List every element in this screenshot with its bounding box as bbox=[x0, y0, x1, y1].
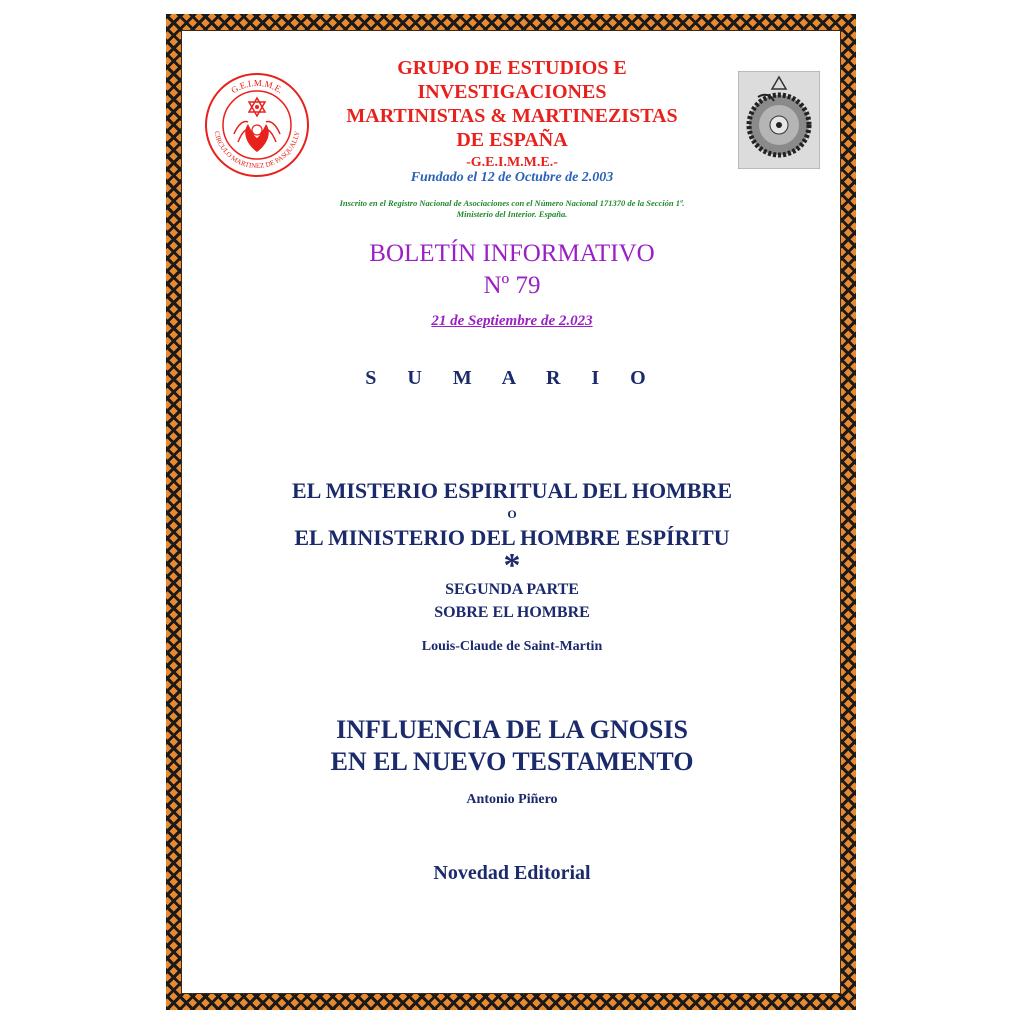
article1-title-line-2: EL MINISTERIO DEL HOMBRE ESPÍRITU bbox=[294, 525, 730, 550]
bulletin-number: Nº 79 bbox=[483, 272, 541, 299]
svg-text:CIRCULO MARTINEZ DE PASQUALLY: CIRCULO MARTINEZ DE PASQUALLY bbox=[212, 130, 302, 171]
article1-title-line-1: EL MISTERIO ESPIRITUAL DEL HOMBRE bbox=[291, 478, 733, 503]
svg-text:G.E.I.M.M.E.: G.E.I.M.M.E. bbox=[229, 77, 285, 96]
asterisk-separator: * bbox=[503, 547, 521, 584]
bulletin-title: BOLETÍN INFORMATIVO bbox=[369, 240, 655, 267]
article1-subtitle: SOBRE EL HOMBRE bbox=[434, 604, 590, 621]
org-acronym: -G.E.I.M.M.E.- bbox=[466, 155, 558, 170]
article1-connector: O bbox=[507, 507, 517, 521]
footer-novedad-editorial: Novedad Editorial bbox=[433, 862, 591, 884]
org-name-line-4: DE ESPAÑA bbox=[456, 129, 568, 151]
summary-heading: S U M A R I O bbox=[365, 367, 659, 389]
founded-date: Fundado el 12 de Octubre de 2.003 bbox=[410, 170, 614, 185]
article2-title-line-1: INFLUENCIA DE LA GNOSIS bbox=[336, 715, 688, 744]
bulletin-date: 21 de Septiembre de 2.023 bbox=[431, 313, 593, 329]
org-name-line-1: GRUPO DE ESTUDIOS E bbox=[397, 57, 627, 79]
registry-line-1: Inscrito en el Registro Nacional de Asociaciones con el Número Nacional 171370 de la Sección 1ª. bbox=[339, 198, 685, 208]
article1-author: Louis-Claude de Saint-Martin bbox=[421, 639, 603, 654]
article1-part: SEGUNDA PARTE bbox=[445, 581, 579, 598]
org-name-line-2: INVESTIGACIONES bbox=[417, 81, 607, 103]
article2-author: Antonio Piñero bbox=[466, 792, 558, 807]
org-name-line-3: MARTINISTAS & MARTINEZISTAS bbox=[346, 105, 678, 127]
registry-line-2: Ministerio del Interior. España. bbox=[456, 209, 568, 219]
article2-title-line-2: EN EL NUEVO TESTAMENTO bbox=[330, 747, 694, 776]
